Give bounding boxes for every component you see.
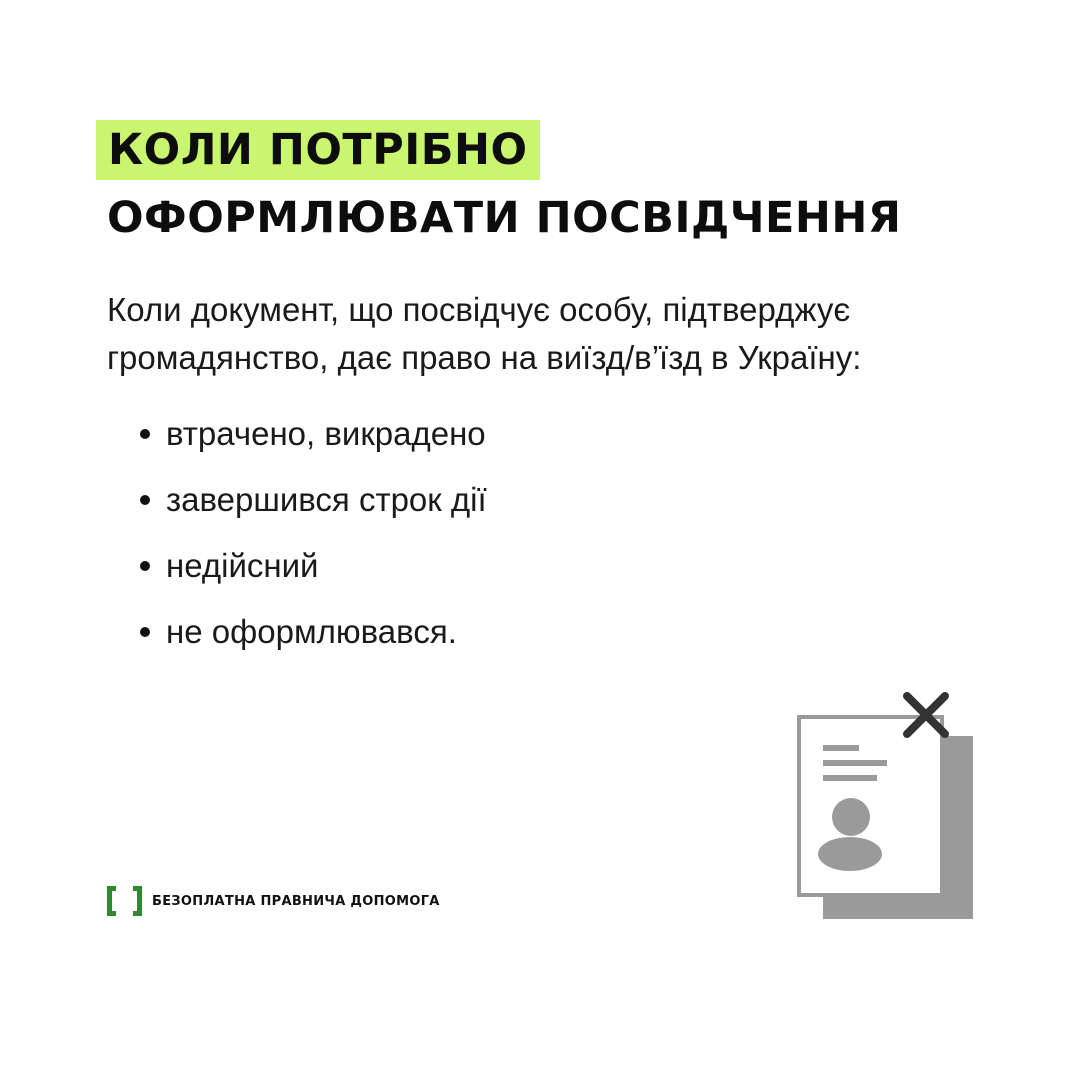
avatar-body <box>818 837 882 871</box>
list-item <box>140 474 487 540</box>
bullet-icon <box>140 627 150 637</box>
organization-logo <box>107 884 440 918</box>
intro-paragraph <box>107 286 1007 382</box>
avatar-head <box>832 798 870 836</box>
list-item-text: не оформлювався. <box>166 613 457 650</box>
intro-line-2: громадянство, дає право на виїзд/в’їзд в Україну: <box>107 339 862 376</box>
text-line <box>823 775 877 781</box>
front-sheet <box>799 717 942 895</box>
list-item-text: втрачено, викрадено <box>166 415 486 452</box>
list-item <box>140 540 487 606</box>
list-item <box>140 408 487 474</box>
list-item <box>140 606 487 672</box>
text-line <box>823 745 859 751</box>
conditions-list <box>140 408 487 672</box>
bullet-icon <box>140 561 150 571</box>
list-item-text: завершився строк дії <box>166 481 487 518</box>
title-highlight: КОЛИ ПОТРІБНО <box>96 120 540 180</box>
organization-name: БЕЗОПЛАТНА ПРАВНИЧА ДОПОМОГА <box>152 893 440 909</box>
bracket-right-icon <box>133 886 142 916</box>
bullet-icon <box>140 429 150 439</box>
text-line <box>823 760 887 766</box>
id-document-crossed-icon <box>790 685 980 930</box>
list-item-text: недійсний <box>166 547 319 584</box>
intro-line-1: Коли документ, що посвідчує особу, підтверджує <box>107 291 851 328</box>
bracket-left-icon <box>107 886 116 916</box>
bullet-icon <box>140 495 150 505</box>
title-line-2: ОФОРМЛЮВАТИ ПОСВІДЧЕННЯ <box>107 193 902 243</box>
